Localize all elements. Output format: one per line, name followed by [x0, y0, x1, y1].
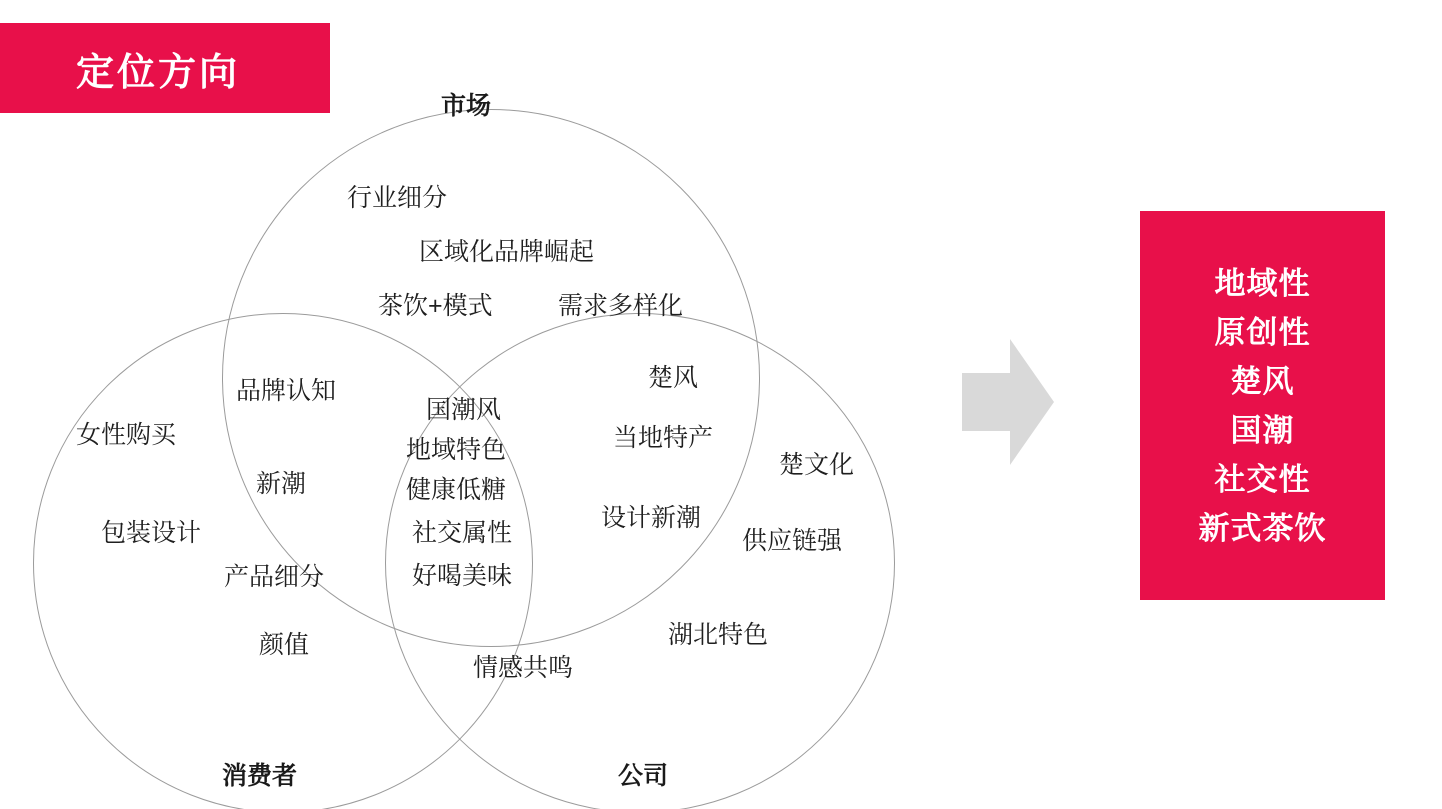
venn-item-consumer-3: 颜值 [259, 631, 310, 659]
venn-item-market-consumer-2: 新潮 [256, 470, 307, 498]
result-item-6: 新式茶饮 [1198, 510, 1327, 546]
venn-item-company-2: 供应链强 [742, 527, 843, 555]
venn-label-consumer: 消费者 [222, 762, 298, 790]
result-item-2: 原创性 [1214, 314, 1311, 350]
page-title: 定位方向 [76, 51, 241, 94]
venn-item-center-3: 健康低糖 [406, 476, 507, 504]
venn-item-consumer-2: 包装设计 [101, 519, 202, 547]
venn-item-market-2: 区域化品牌崛起 [419, 238, 595, 266]
venn-item-center-4: 社交属性 [412, 519, 513, 547]
venn-item-center-5: 好喝美味 [412, 562, 513, 590]
venn-item-company-1: 楚文化 [779, 451, 855, 479]
venn-diagram [0, 80, 930, 809]
result-item-3: 楚风 [1230, 363, 1295, 399]
venn-item-center-1: 国潮风 [426, 396, 502, 424]
result-item-5: 社交性 [1214, 461, 1311, 497]
venn-item-consumer-company-1: 情感共鸣 [473, 654, 574, 682]
venn-item-market-3: 茶饮+模式 [378, 292, 493, 320]
venn-item-market-1: 行业细分 [347, 184, 448, 212]
venn-item-market-consumer-1: 品牌认知 [236, 377, 337, 405]
venn-item-market-consumer-3: 产品细分 [224, 563, 325, 591]
result-panel [1140, 211, 1385, 600]
venn-item-market-company-2: 当地特产 [613, 424, 714, 452]
result-item-1: 地域性 [1214, 265, 1311, 301]
venn-item-company-3: 湖北特色 [668, 621, 769, 649]
venn-item-market-company-3: 设计新潮 [601, 504, 702, 532]
result-item-4: 国潮 [1230, 412, 1295, 448]
venn-item-market-company-1: 楚风 [648, 364, 699, 392]
venn-label-company: 公司 [618, 762, 669, 790]
venn-circle-company [385, 313, 895, 809]
venn-item-center-2: 地域特色 [406, 436, 507, 464]
venn-item-consumer-1: 女性购买 [76, 421, 177, 449]
venn-label-market: 市场 [441, 92, 492, 120]
right-arrow-icon [962, 339, 1054, 465]
venn-item-market-4: 需求多样化 [558, 292, 684, 320]
